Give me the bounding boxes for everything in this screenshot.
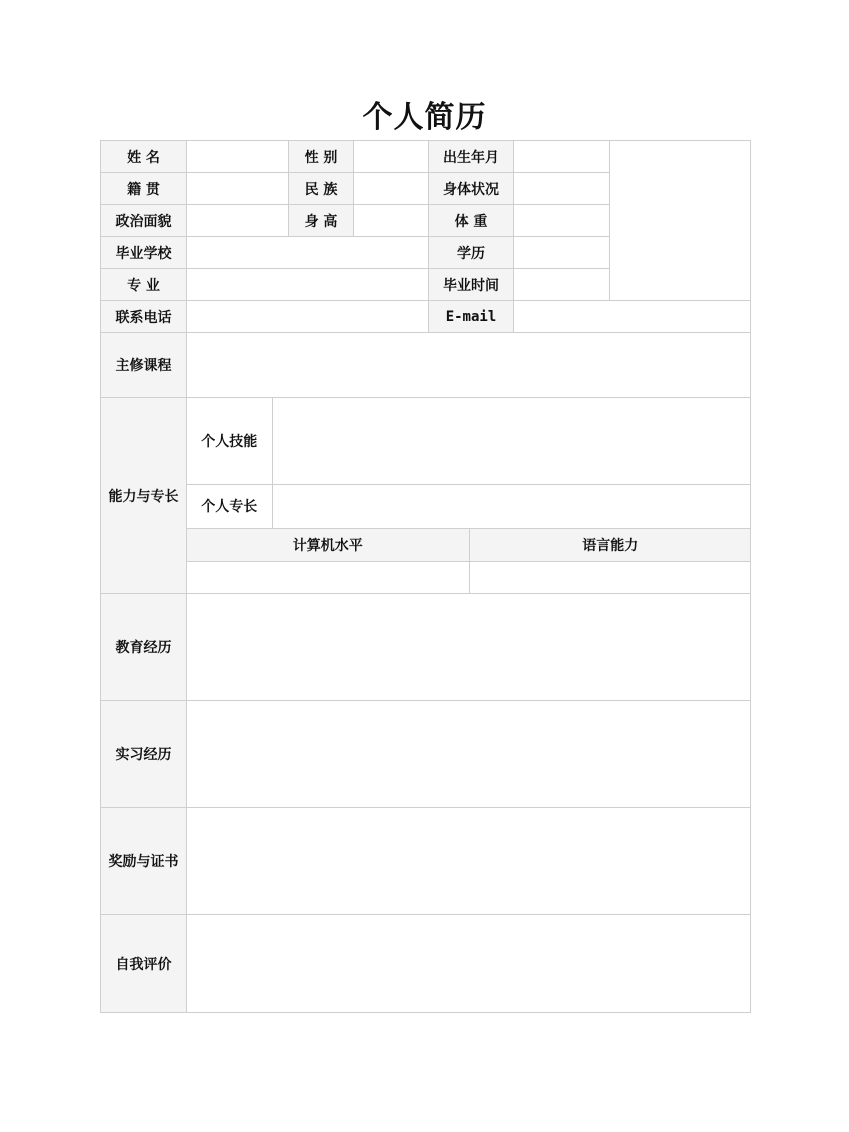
grad-time-field[interactable] [514, 269, 610, 301]
phone-label: 联系电话 [101, 301, 187, 333]
health-label: 身体状况 [429, 173, 514, 205]
language-ability-field[interactable] [469, 561, 751, 593]
resume-form [100, 140, 751, 1013]
gender-field[interactable] [354, 141, 429, 173]
awards-label: 奖励与证书 [101, 808, 187, 915]
degree-field[interactable] [514, 237, 610, 269]
name-label: 姓 名 [101, 141, 187, 173]
language-ability-label: 语言能力 [469, 528, 751, 561]
ethnicity-label: 民 族 [289, 173, 354, 205]
phone-field[interactable] [187, 301, 429, 333]
height-field[interactable] [354, 205, 429, 237]
education-label: 教育经历 [101, 594, 187, 701]
ethnicity-field[interactable] [354, 173, 429, 205]
page-title: 个人简历 [362, 100, 487, 135]
politics-label: 政治面貌 [101, 205, 187, 237]
weight-field[interactable] [514, 205, 610, 237]
major-field[interactable] [187, 269, 429, 301]
weight-label: 体 重 [429, 205, 514, 237]
gender-label: 性 别 [289, 141, 354, 173]
height-label: 身 高 [289, 205, 354, 237]
name-field[interactable] [187, 141, 289, 173]
health-field[interactable] [514, 173, 610, 205]
internship-field[interactable] [187, 701, 751, 808]
computer-level-field[interactable] [187, 561, 469, 593]
awards-field[interactable] [187, 808, 751, 915]
birth-label: 出生年月 [429, 141, 514, 173]
photo-box[interactable] [610, 141, 751, 301]
grad-time-label: 毕业时间 [429, 269, 514, 301]
specialty-field[interactable] [272, 484, 751, 528]
courses-label: 主修课程 [101, 333, 187, 398]
internship-label: 实习经历 [101, 701, 187, 808]
education-field[interactable] [187, 594, 751, 701]
email-field[interactable] [514, 301, 751, 333]
degree-label: 学历 [429, 237, 514, 269]
school-field[interactable] [187, 237, 429, 269]
birth-field[interactable] [514, 141, 610, 173]
abilities-table [187, 398, 751, 593]
skills-label: 个人技能 [187, 398, 272, 484]
self-eval-field[interactable] [187, 915, 751, 1013]
abilities-label: 能力与专长 [101, 398, 187, 594]
abilities-section [187, 398, 751, 594]
native-place-field[interactable] [187, 173, 289, 205]
politics-field[interactable] [187, 205, 289, 237]
courses-field[interactable] [187, 333, 751, 398]
specialty-label: 个人专长 [187, 484, 272, 528]
native-place-label: 籍 贯 [101, 173, 187, 205]
self-eval-label: 自我评价 [101, 915, 187, 1013]
major-label: 专 业 [101, 269, 187, 301]
school-label: 毕业学校 [101, 237, 187, 269]
email-label: E-mail [429, 301, 514, 333]
computer-level-label: 计算机水平 [187, 528, 469, 561]
skills-field[interactable] [272, 398, 751, 484]
